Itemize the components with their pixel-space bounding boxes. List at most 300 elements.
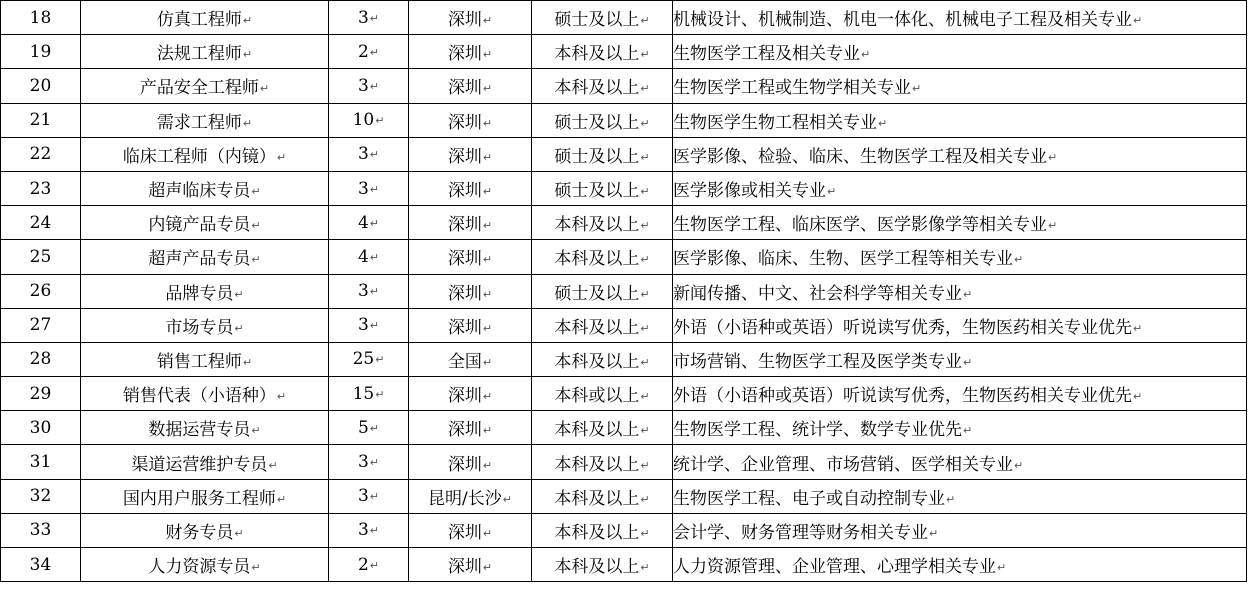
paragraph-mark-icon: ↵ <box>369 524 380 538</box>
row-number-text: 22 <box>29 144 52 165</box>
table-row <box>1 308 1247 342</box>
row-number <box>1 342 81 376</box>
position-cell-text: 仿真工程师 <box>156 10 242 31</box>
paragraph-mark-icon: ↵ <box>482 424 493 438</box>
position-cell-text: 渠道运营维护专员 <box>131 454 268 475</box>
location-cell <box>409 274 532 308</box>
major-cell-text: 医学影像或相关专业 <box>673 181 826 202</box>
row-number <box>1 377 81 411</box>
position-cell <box>81 411 329 445</box>
major-cell <box>673 445 1247 479</box>
row-number <box>1 240 81 274</box>
paragraph-mark-icon: ↵ <box>369 558 380 572</box>
major-cell-text: 会计学、财务管理等财务相关专业 <box>673 522 928 543</box>
location-cell <box>409 445 532 479</box>
paragraph-mark-icon: ↵ <box>242 14 253 28</box>
headcount-cell <box>329 240 409 274</box>
position-cell <box>81 69 329 103</box>
row-number <box>1 35 81 69</box>
paragraph-mark-icon: ↵ <box>234 287 244 301</box>
education-cell <box>532 342 673 376</box>
location-cell-text: 深圳 <box>447 181 482 202</box>
major-cell <box>673 171 1247 205</box>
paragraph-mark-icon: ↵ <box>234 321 244 335</box>
location-cell-text: 深圳 <box>447 386 482 407</box>
paragraph-mark-icon: ↵ <box>251 424 261 438</box>
row-number <box>1 411 81 445</box>
major-cell <box>673 240 1247 274</box>
row-number-text: 18 <box>29 7 52 28</box>
paragraph-mark-icon: ↵ <box>640 48 650 62</box>
paragraph-mark-icon: ↵ <box>276 492 287 506</box>
education-cell-text: 硕士及以上 <box>554 146 640 167</box>
location-cell <box>409 35 532 69</box>
position-cell-text: 产品安全工程师 <box>139 78 259 99</box>
paragraph-mark-icon: ↵ <box>482 390 493 404</box>
headcount-cell <box>329 548 409 582</box>
major-cell <box>673 35 1247 69</box>
headcount-cell-text: 3 <box>357 75 369 96</box>
major-cell <box>673 377 1247 411</box>
paragraph-mark-icon: ↵ <box>1014 458 1024 472</box>
paragraph-mark-icon: ↵ <box>640 287 650 301</box>
table-row <box>1 445 1247 479</box>
paragraph-mark-icon: ↵ <box>640 424 650 438</box>
paragraph-mark-icon: ↵ <box>963 424 973 438</box>
row-number <box>1 103 81 137</box>
education-cell-text: 本科及以上 <box>554 557 640 578</box>
headcount-cell-text: 2 <box>357 554 369 575</box>
major-cell <box>673 308 1247 342</box>
row-number-text: 30 <box>29 417 52 438</box>
position-cell <box>81 206 329 240</box>
major-cell <box>673 479 1247 513</box>
headcount-cell-text: 3 <box>357 144 369 165</box>
row-number-text: 27 <box>29 315 52 336</box>
table-row <box>1 240 1247 274</box>
headcount-cell-text: 3 <box>357 178 369 199</box>
paragraph-mark-icon: ↵ <box>276 150 287 164</box>
paragraph-mark-icon: ↵ <box>251 219 261 233</box>
table-body <box>1 1 1247 582</box>
row-number-text: 32 <box>29 486 52 507</box>
paragraph-mark-icon: ↵ <box>878 116 888 130</box>
position-cell <box>81 171 329 205</box>
row-number-text: 28 <box>29 349 52 370</box>
location-cell-text: 深圳 <box>447 454 482 475</box>
headcount-cell <box>329 69 409 103</box>
position-cell <box>81 377 329 411</box>
location-cell <box>409 206 532 240</box>
row-number-text: 29 <box>29 383 52 404</box>
headcount-cell-text: 25 <box>352 349 375 370</box>
position-cell <box>81 274 329 308</box>
paragraph-mark-icon: ↵ <box>369 421 380 435</box>
major-cell-text: 医学影像、临床、生物、医学工程等相关专业 <box>673 249 1013 270</box>
paragraph-mark-icon: ↵ <box>997 561 1007 575</box>
table-row <box>1 513 1247 547</box>
position-cell-text: 销售工程师 <box>156 351 242 372</box>
paragraph-mark-icon: ↵ <box>1048 219 1058 233</box>
headcount-cell-text: 3 <box>357 452 369 473</box>
position-cell <box>81 137 329 171</box>
location-cell-text: 深圳 <box>447 215 482 236</box>
major-cell <box>673 274 1247 308</box>
paragraph-mark-icon: ↵ <box>482 150 493 164</box>
position-cell-text: 超声产品专员 <box>148 249 251 270</box>
headcount-cell <box>329 1 409 35</box>
position-cell-text: 超声临床专员 <box>148 181 251 202</box>
paragraph-mark-icon: ↵ <box>369 11 380 25</box>
headcount-cell-text: 5 <box>357 417 369 438</box>
paragraph-mark-icon: ↵ <box>369 285 380 299</box>
paragraph-mark-icon: ↵ <box>640 458 650 472</box>
position-cell-text: 人力资源专员 <box>148 557 251 578</box>
row-number <box>1 1 81 35</box>
table-row <box>1 377 1247 411</box>
major-cell-text: 市场营销、生物医学工程及医学类专业 <box>673 351 962 372</box>
headcount-cell-text: 3 <box>357 520 369 541</box>
headcount-cell <box>329 479 409 513</box>
location-cell <box>409 1 532 35</box>
paragraph-mark-icon: ↵ <box>375 114 385 128</box>
headcount-cell <box>329 342 409 376</box>
location-cell-text: 全国 <box>447 351 482 372</box>
major-cell <box>673 206 1247 240</box>
headcount-cell-text: 3 <box>357 281 369 302</box>
education-cell <box>532 513 673 547</box>
paragraph-mark-icon: ↵ <box>259 82 270 96</box>
row-number <box>1 274 81 308</box>
position-cell <box>81 479 329 513</box>
paragraph-mark-icon: ↵ <box>861 48 871 62</box>
headcount-cell-text: 4 <box>357 246 369 267</box>
location-cell-text: 深圳 <box>447 249 482 270</box>
education-cell <box>532 479 673 513</box>
education-cell-text: 本科及以上 <box>554 215 640 236</box>
table-row <box>1 411 1247 445</box>
major-cell-text: 生物医学工程、统计学、数学专业优先 <box>673 420 962 441</box>
headcount-cell-text: 4 <box>357 212 369 233</box>
major-cell-text: 生物医学生物工程相关专业 <box>673 112 877 133</box>
location-cell-text: 深圳 <box>447 420 482 441</box>
row-number-text: 20 <box>29 75 52 96</box>
education-cell-text: 本科及以上 <box>554 420 640 441</box>
education-cell-text: 硕士及以上 <box>554 112 640 133</box>
location-cell <box>409 137 532 171</box>
headcount-cell <box>329 411 409 445</box>
major-cell-text: 外语（小语种或英语）听说读写优秀，生物医药相关专业优先 <box>673 317 1132 338</box>
paragraph-mark-icon: ↵ <box>640 253 650 267</box>
table-row <box>1 35 1247 69</box>
paragraph-mark-icon: ↵ <box>482 321 493 335</box>
location-cell <box>409 411 532 445</box>
major-cell <box>673 411 1247 445</box>
position-cell <box>81 103 329 137</box>
location-cell-text: 深圳 <box>447 44 482 65</box>
paragraph-mark-icon: ↵ <box>640 492 650 506</box>
education-cell-text: 本科及以上 <box>554 78 640 99</box>
row-number-text: 19 <box>29 41 52 62</box>
position-cell <box>81 548 329 582</box>
paragraph-mark-icon: ↵ <box>1014 253 1024 267</box>
location-cell <box>409 513 532 547</box>
education-cell-text: 硕士及以上 <box>554 181 640 202</box>
row-number-text: 34 <box>29 554 52 575</box>
position-cell <box>81 445 329 479</box>
position-cell-text: 财务专员 <box>165 522 234 543</box>
paragraph-mark-icon: ↵ <box>482 116 493 130</box>
education-cell <box>532 411 673 445</box>
location-cell-text: 深圳 <box>447 78 482 99</box>
headcount-cell-text: 3 <box>357 315 369 336</box>
location-cell <box>409 548 532 582</box>
paragraph-mark-icon: ↵ <box>369 216 380 230</box>
major-cell <box>673 513 1247 547</box>
paragraph-mark-icon: ↵ <box>369 45 380 59</box>
paragraph-mark-icon: ↵ <box>251 253 261 267</box>
paragraph-mark-icon: ↵ <box>482 287 493 301</box>
education-cell-text: 本科及以上 <box>554 351 640 372</box>
education-cell-text: 本科及以上 <box>554 522 640 543</box>
position-cell-text: 市场专员 <box>165 317 234 338</box>
paragraph-mark-icon: ↵ <box>640 116 650 130</box>
education-cell-text: 本科或以上 <box>554 386 640 407</box>
paragraph-mark-icon: ↵ <box>268 458 278 472</box>
position-cell-text: 需求工程师 <box>156 112 242 133</box>
paragraph-mark-icon: ↵ <box>375 387 385 401</box>
table-row <box>1 274 1247 308</box>
headcount-cell <box>329 274 409 308</box>
paragraph-mark-icon: ↵ <box>369 490 380 504</box>
paragraph-mark-icon: ↵ <box>640 526 650 540</box>
education-cell <box>532 377 673 411</box>
position-cell-text: 数据运营专员 <box>148 420 251 441</box>
education-cell-text: 本科及以上 <box>554 454 640 475</box>
table-row <box>1 548 1247 582</box>
row-number-text: 21 <box>29 110 52 131</box>
major-cell-text: 统计学、企业管理、市场营销、医学相关专业 <box>673 454 1013 475</box>
education-cell <box>532 137 673 171</box>
position-cell <box>81 1 329 35</box>
paragraph-mark-icon: ↵ <box>640 14 650 28</box>
position-cell-text: 品牌专员 <box>165 283 234 304</box>
paragraph-mark-icon: ↵ <box>482 48 493 62</box>
education-cell-text: 本科及以上 <box>554 249 640 270</box>
paragraph-mark-icon: ↵ <box>482 561 493 575</box>
paragraph-mark-icon: ↵ <box>369 79 380 93</box>
education-cell-text: 硕士及以上 <box>554 283 640 304</box>
paragraph-mark-icon: ↵ <box>1133 390 1143 404</box>
major-cell <box>673 1 1247 35</box>
headcount-cell <box>329 445 409 479</box>
headcount-cell <box>329 206 409 240</box>
table-row <box>1 137 1247 171</box>
row-number <box>1 513 81 547</box>
education-cell <box>532 69 673 103</box>
paragraph-mark-icon: ↵ <box>482 355 493 369</box>
location-cell <box>409 103 532 137</box>
row-number <box>1 137 81 171</box>
location-cell-text: 深圳 <box>447 317 482 338</box>
paragraph-mark-icon: ↵ <box>234 526 244 540</box>
paragraph-mark-icon: ↵ <box>242 116 253 130</box>
row-number <box>1 548 81 582</box>
paragraph-mark-icon: ↵ <box>251 561 261 575</box>
position-cell-text: 内镜产品专员 <box>148 215 251 236</box>
row-number-text: 25 <box>29 246 52 267</box>
table-row <box>1 171 1247 205</box>
position-cell-text: 临床工程师（内镜） <box>122 146 276 167</box>
location-cell-text: 深圳 <box>447 112 482 133</box>
paragraph-mark-icon: ↵ <box>375 353 385 367</box>
education-cell-text: 本科及以上 <box>554 44 640 65</box>
education-cell-text: 本科及以上 <box>554 317 640 338</box>
paragraph-mark-icon: ↵ <box>369 250 380 264</box>
major-cell-text: 医学影像、检验、临床、生物医学工程及相关专业 <box>673 146 1047 167</box>
location-cell <box>409 240 532 274</box>
location-cell-text: 深圳 <box>447 522 482 543</box>
paragraph-mark-icon: ↵ <box>276 390 287 404</box>
paragraph-mark-icon: ↵ <box>640 355 650 369</box>
education-cell <box>532 445 673 479</box>
major-cell <box>673 103 1247 137</box>
paragraph-mark-icon: ↵ <box>946 492 956 506</box>
paragraph-mark-icon: ↵ <box>482 253 493 267</box>
location-cell <box>409 479 532 513</box>
paragraph-mark-icon: ↵ <box>369 319 380 333</box>
position-cell-text: 国内用户服务工程师 <box>122 488 276 509</box>
paragraph-mark-icon: ↵ <box>640 82 650 96</box>
position-cell <box>81 240 329 274</box>
row-number-text: 23 <box>29 178 52 199</box>
education-cell <box>532 274 673 308</box>
location-cell <box>409 171 532 205</box>
paragraph-mark-icon: ↵ <box>1133 14 1143 28</box>
major-cell-text: 生物医学工程、临床医学、医学影像学等相关专业 <box>673 215 1047 236</box>
location-cell-text: 深圳 <box>447 283 482 304</box>
paragraph-mark-icon: ↵ <box>1133 321 1143 335</box>
row-number <box>1 69 81 103</box>
paragraph-mark-icon: ↵ <box>482 82 493 96</box>
row-number-text: 31 <box>29 452 52 473</box>
row-number <box>1 206 81 240</box>
paragraph-mark-icon: ↵ <box>640 219 650 233</box>
row-number <box>1 308 81 342</box>
paragraph-mark-icon: ↵ <box>482 185 493 199</box>
paragraph-mark-icon: ↵ <box>640 321 650 335</box>
location-cell-text: 深圳 <box>447 10 482 31</box>
table-row <box>1 479 1247 513</box>
row-number-text: 26 <box>29 281 52 302</box>
paragraph-mark-icon: ↵ <box>827 185 837 199</box>
paragraph-mark-icon: ↵ <box>640 390 650 404</box>
headcount-cell <box>329 377 409 411</box>
headcount-cell-text: 10 <box>352 110 375 131</box>
paragraph-mark-icon: ↵ <box>640 561 650 575</box>
paragraph-mark-icon: ↵ <box>369 182 380 196</box>
education-cell <box>532 1 673 35</box>
paragraph-mark-icon: ↵ <box>1048 150 1058 164</box>
paragraph-mark-icon: ↵ <box>963 287 973 301</box>
location-cell <box>409 308 532 342</box>
position-cell <box>81 308 329 342</box>
headcount-cell-text: 2 <box>357 41 369 62</box>
position-cell-text: 销售代表（小语种） <box>122 386 276 407</box>
position-cell <box>81 35 329 69</box>
headcount-cell <box>329 171 409 205</box>
major-cell-text: 人力资源管理、企业管理、心理学相关专业 <box>673 557 996 578</box>
education-cell <box>532 171 673 205</box>
row-number <box>1 171 81 205</box>
education-cell <box>532 308 673 342</box>
location-cell <box>409 377 532 411</box>
paragraph-mark-icon: ↵ <box>502 492 512 506</box>
table-row <box>1 342 1247 376</box>
headcount-cell <box>329 137 409 171</box>
education-cell-text: 本科及以上 <box>554 488 640 509</box>
education-cell <box>532 35 673 69</box>
headcount-cell <box>329 513 409 547</box>
paragraph-mark-icon: ↵ <box>929 526 939 540</box>
row-number-text: 24 <box>29 212 52 233</box>
major-cell-text: 机械设计、机械制造、机电一体化、机械电子工程及相关专业 <box>673 10 1132 31</box>
headcount-cell-text: 3 <box>357 486 369 507</box>
row-number-text: 33 <box>29 520 52 541</box>
location-cell <box>409 342 532 376</box>
table-row <box>1 206 1247 240</box>
headcount-cell <box>329 308 409 342</box>
row-number <box>1 479 81 513</box>
location-cell <box>409 69 532 103</box>
education-cell <box>532 103 673 137</box>
paragraph-mark-icon: ↵ <box>963 355 973 369</box>
table-row <box>1 103 1247 137</box>
major-cell <box>673 69 1247 103</box>
row-number <box>1 445 81 479</box>
headcount-cell <box>329 35 409 69</box>
paragraph-mark-icon: ↵ <box>369 456 380 470</box>
table-row <box>1 1 1247 35</box>
paragraph-mark-icon: ↵ <box>640 150 650 164</box>
paragraph-mark-icon: ↵ <box>482 219 493 233</box>
major-cell-text: 生物医学工程及相关专业 <box>673 44 860 65</box>
education-cell <box>532 206 673 240</box>
headcount-cell-text: 15 <box>352 383 375 404</box>
paragraph-mark-icon: ↵ <box>912 82 922 96</box>
position-cell-text: 法规工程师 <box>156 44 242 65</box>
paragraph-mark-icon: ↵ <box>482 526 493 540</box>
major-cell-text: 生物医学工程、电子或自动控制专业 <box>673 488 945 509</box>
paragraph-mark-icon: ↵ <box>482 458 493 472</box>
paragraph-mark-icon: ↵ <box>640 185 650 199</box>
major-cell <box>673 342 1247 376</box>
education-cell <box>532 240 673 274</box>
education-cell-text: 硕士及以上 <box>554 10 640 31</box>
location-cell-text: 深圳 <box>447 557 482 578</box>
major-cell <box>673 548 1247 582</box>
headcount-cell <box>329 103 409 137</box>
paragraph-mark-icon: ↵ <box>251 185 261 199</box>
major-cell <box>673 137 1247 171</box>
paragraph-mark-icon: ↵ <box>369 148 380 162</box>
major-cell-text: 生物医学工程或生物学相关专业 <box>673 78 911 99</box>
paragraph-mark-icon: ↵ <box>242 48 253 62</box>
paragraph-mark-icon: ↵ <box>242 355 253 369</box>
location-cell-text: 深圳 <box>447 146 482 167</box>
headcount-cell-text: 3 <box>357 7 369 28</box>
major-cell-text: 新闻传播、中文、社会科学等相关专业 <box>673 283 962 304</box>
